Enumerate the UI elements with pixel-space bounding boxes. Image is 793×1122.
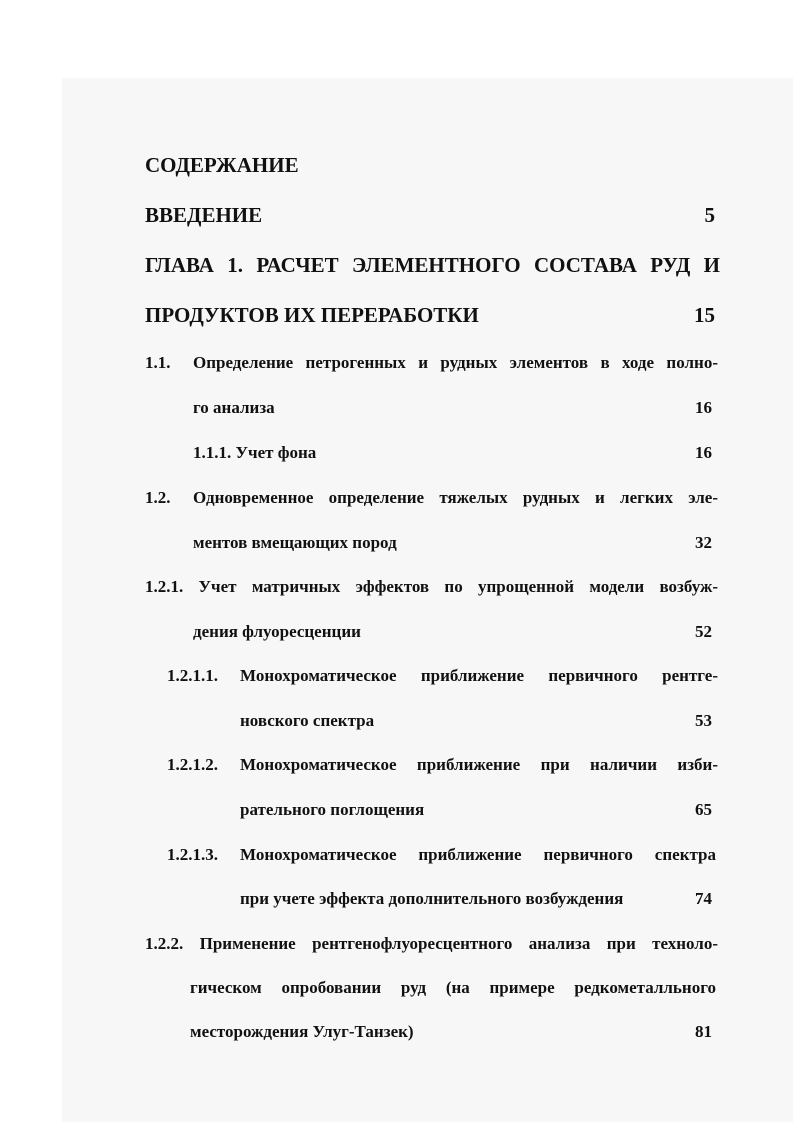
toc-entry-1-2-1-2-page: 65 [695,800,712,819]
toc-entry-1-2-number: 1.2. [145,488,171,507]
page-background [62,78,793,1122]
toc-entry-1-1-line-1: Определение петрогенных и рудных элементов в ходе полно- [193,353,718,372]
toc-entry-intro-page: 5 [704,203,715,227]
toc-entry-1-2-2-line-3: месторождения Улуг-Танзек) [190,1022,414,1041]
toc-entry-intro-title: ВВЕДЕНИЕ [145,203,263,227]
toc-entry-1-1-1-title: 1.1.1. Учет фона [193,443,317,462]
toc-entry-1-2-1-1-page: 53 [695,711,712,730]
toc-entry-1-2-2-page: 81 [695,1022,712,1041]
toc-entry-1-2-1-line-2: дения флуоресценции [193,622,361,641]
toc-entry-1-2-1-2-number: 1.2.1.2. [167,755,218,774]
toc-entry-1-2-line-1: Одновременное определение тяжелых рудных и легких эле- [193,488,718,507]
toc-entry-1-2-1-3-page: 74 [695,889,712,908]
toc-entry-1-2-2-line-2: гическом опробовании руд (на примере редкометалльного [190,978,716,997]
toc-entry-1-2-2-line-1: 1.2.2. Применение рентгенофлуоресцентного анализа при техноло- [145,934,718,953]
toc-entry-1-2-1-2-line-2: рательного поглощения [240,800,425,819]
toc-entry-1-2-1-3-number: 1.2.1.3. [167,845,218,864]
toc-entry-1-1-number: 1.1. [145,353,171,372]
toc-entry-1-2-1-2-line-1: Монохроматическое приближение при наличии изби- [240,755,718,774]
toc-entry-1-2-1-page: 52 [695,622,712,641]
toc-entry-1-2-line-2: ментов вмещающих пород [193,533,397,552]
toc-entry-1-2-1-1-line-1: Монохроматическое приближение первичного рентге- [240,666,718,685]
toc-entry-1-2-1-1-number: 1.2.1.1. [167,666,218,685]
toc-entry-1-2-1-1-line-2: новского спектра [240,711,375,730]
toc-chapter-1-line-1: ГЛАВА 1. РАСЧЕТ ЭЛЕМЕНТНОГО СОСТАВА РУД И [145,253,720,277]
toc-entry-1-1-1-page: 16 [695,443,712,462]
page-title: СОДЕРЖАНИЕ [145,153,299,177]
toc-entry-1-1-line-2: го анализа [193,398,275,417]
toc-entry-1-1-page: 16 [695,398,712,417]
toc-entry-1-2-1-line-1: 1.2.1. Учет матричных эффектов по упрощенной модели возбуж- [145,577,718,596]
toc-entry-1-2-1-3-line-1: Монохроматическое приближение первичного спектра [240,845,716,864]
toc-chapter-1-line-2: ПРОДУКТОВ ИХ ПЕРЕРАБОТКИ [145,303,479,327]
toc-entry-1-2-page: 32 [695,533,712,552]
toc-entry-1-2-1-3-line-2: при учете эффекта дополнительного возбуждения [240,889,624,908]
toc-chapter-1-page: 15 [694,303,715,327]
